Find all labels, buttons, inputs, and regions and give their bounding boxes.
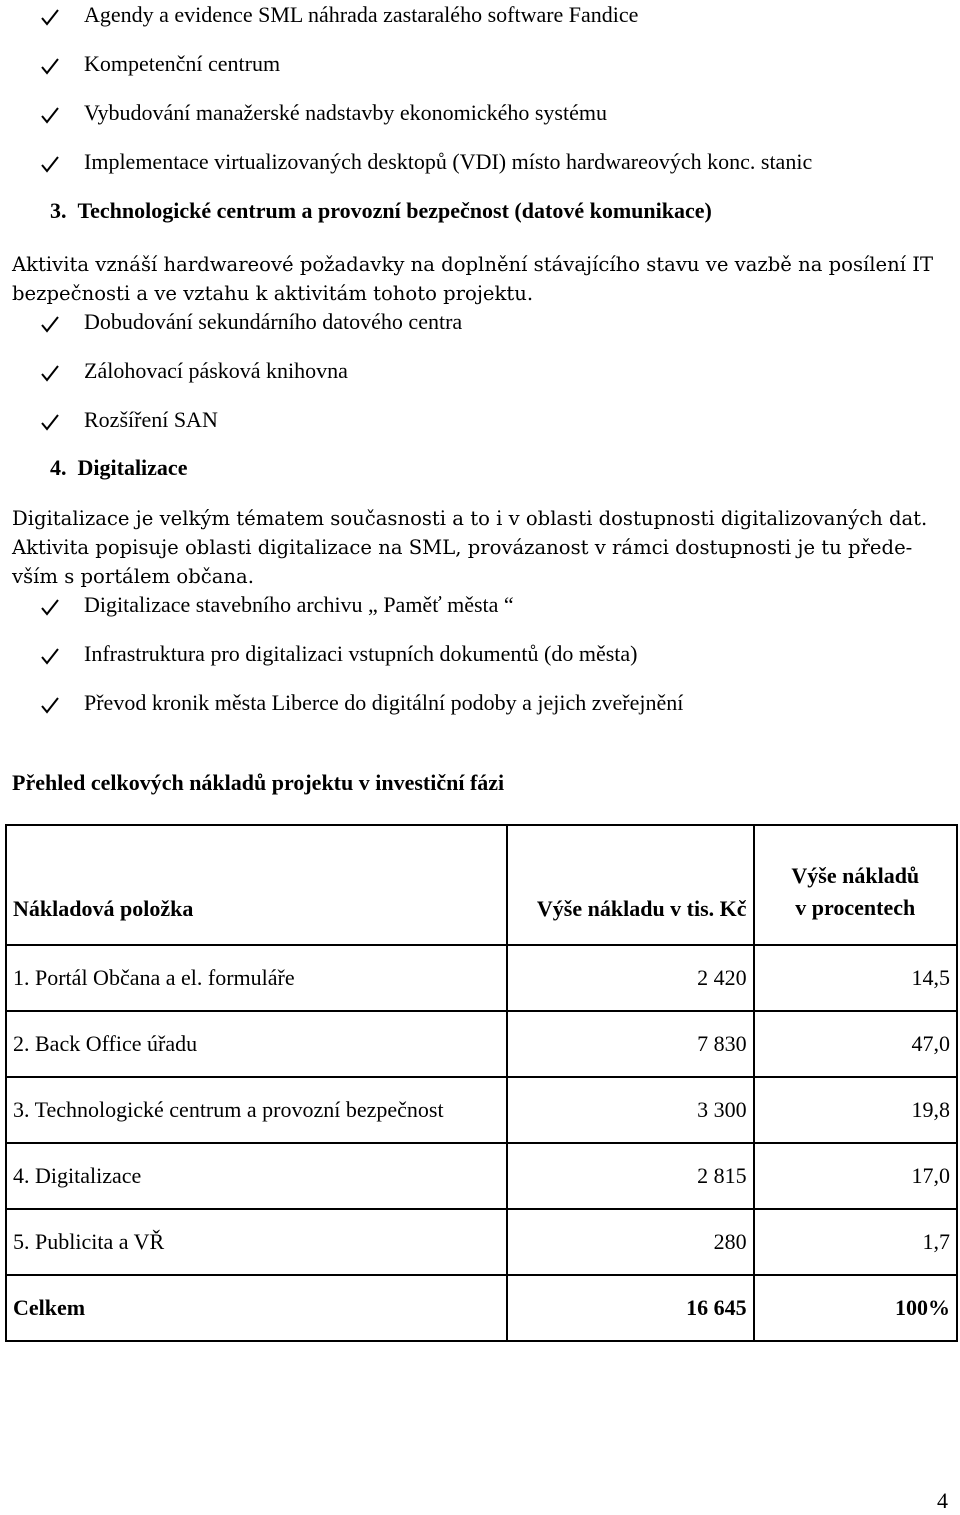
checklist-item: Vybudování manažerské nadstavby ekonomického systému bbox=[40, 98, 607, 128]
table-row bbox=[6, 1011, 957, 1077]
table-row bbox=[6, 1143, 957, 1209]
header-percent: Výše nákladů v procentech bbox=[754, 825, 957, 945]
checklist-item: Agendy a evidence SML náhrada zastaralého software Fandice bbox=[40, 0, 638, 30]
checklist-item: Infrastruktura pro digitalizaci vstupních dokumentů (do města) bbox=[40, 639, 638, 669]
total-item: Celkem bbox=[6, 1275, 507, 1341]
checklist-item: Digitalizace stavebního archivu „ Paměť města “ bbox=[40, 590, 514, 620]
section-3-heading bbox=[50, 198, 712, 224]
row-item: 5. Publicita a VŘ bbox=[6, 1209, 507, 1275]
total-amount: 16 645 bbox=[507, 1275, 754, 1341]
section-4-heading bbox=[50, 455, 187, 481]
checklist-item: Dobudování sekundárního datového centra bbox=[40, 307, 462, 337]
row-amount: 7 830 bbox=[507, 1011, 754, 1077]
table-row bbox=[6, 945, 957, 1011]
header-item: Nákladová položka bbox=[6, 825, 507, 945]
row-amount: 280 bbox=[507, 1209, 754, 1275]
header-amount: Výše nákladu v tis. Kč bbox=[507, 825, 754, 945]
total-percent: 100% bbox=[754, 1275, 957, 1341]
section-3-number: 3. bbox=[50, 198, 67, 223]
checkmark-icon bbox=[40, 155, 60, 173]
checkmark-icon bbox=[40, 57, 60, 75]
checklist-item: Implementace virtualizovaných desktopů (VDI) místo hardwareových konc. stanic bbox=[40, 147, 812, 177]
checkmark-icon bbox=[40, 696, 60, 714]
section-3-title: Technologické centrum a provozní bezpečnost (datové komunikace) bbox=[77, 198, 712, 223]
row-amount: 2 420 bbox=[507, 945, 754, 1011]
table-header-row bbox=[6, 825, 957, 945]
row-percent: 47,0 bbox=[754, 1011, 957, 1077]
checklist-item: Zálohovací pásková knihovna bbox=[40, 356, 348, 386]
table-total-row bbox=[6, 1275, 957, 1341]
costs-title: Přehled celkových nákladů projektu v investiční fázi bbox=[12, 770, 505, 795]
table-row bbox=[6, 1209, 957, 1275]
row-amount: 2 815 bbox=[507, 1143, 754, 1209]
checkmark-icon bbox=[40, 364, 60, 382]
row-amount: 3 300 bbox=[507, 1077, 754, 1143]
section-3-paragraph: Aktivita vznáší hardwareové požadavky na doplnění stávajícího stavu ve vazbě na posílení IT bezpečnosti a ve vztahu k aktivitám tohoto projektu. bbox=[12, 253, 934, 305]
row-item: 2. Back Office úřadu bbox=[6, 1011, 507, 1077]
table-row bbox=[6, 1077, 957, 1143]
row-percent: 1,7 bbox=[754, 1209, 957, 1275]
checkmark-icon bbox=[40, 106, 60, 124]
page-number: 4 bbox=[937, 1488, 948, 1513]
checklist-item: Kompetenční centrum bbox=[40, 49, 280, 79]
section-4-title: Digitalizace bbox=[77, 455, 188, 480]
checklist-item: Převod kronik města Liberce do digitální podoby a jejich zveřejnění bbox=[40, 688, 683, 718]
costs-table bbox=[5, 824, 958, 1342]
row-percent: 14,5 bbox=[754, 945, 957, 1011]
checkmark-icon bbox=[40, 413, 60, 431]
checkmark-icon bbox=[40, 315, 60, 333]
checkmark-icon bbox=[40, 647, 60, 665]
checkmark-icon bbox=[40, 8, 60, 26]
row-percent: 17,0 bbox=[754, 1143, 957, 1209]
checklist-item: Rozšíření SAN bbox=[40, 405, 218, 435]
row-item: 1. Portál Občana a el. formuláře bbox=[6, 945, 507, 1011]
checkmark-icon bbox=[40, 598, 60, 616]
row-item: 4. Digitalizace bbox=[6, 1143, 507, 1209]
section-4-paragraph: Digitalizace je velkým tématem současnosti a to i v oblasti dostupnosti digitalizovaných dat. Aktivita popisuje oblasti digitalizace na SML, provázanost v rámci dostupnosti je tu přede- vším s portálem občana. bbox=[12, 507, 928, 588]
section-4-number: 4. bbox=[50, 455, 67, 480]
row-percent: 19,8 bbox=[754, 1077, 957, 1143]
row-item: 3. Technologické centrum a provozní bezpečnost bbox=[6, 1077, 507, 1143]
